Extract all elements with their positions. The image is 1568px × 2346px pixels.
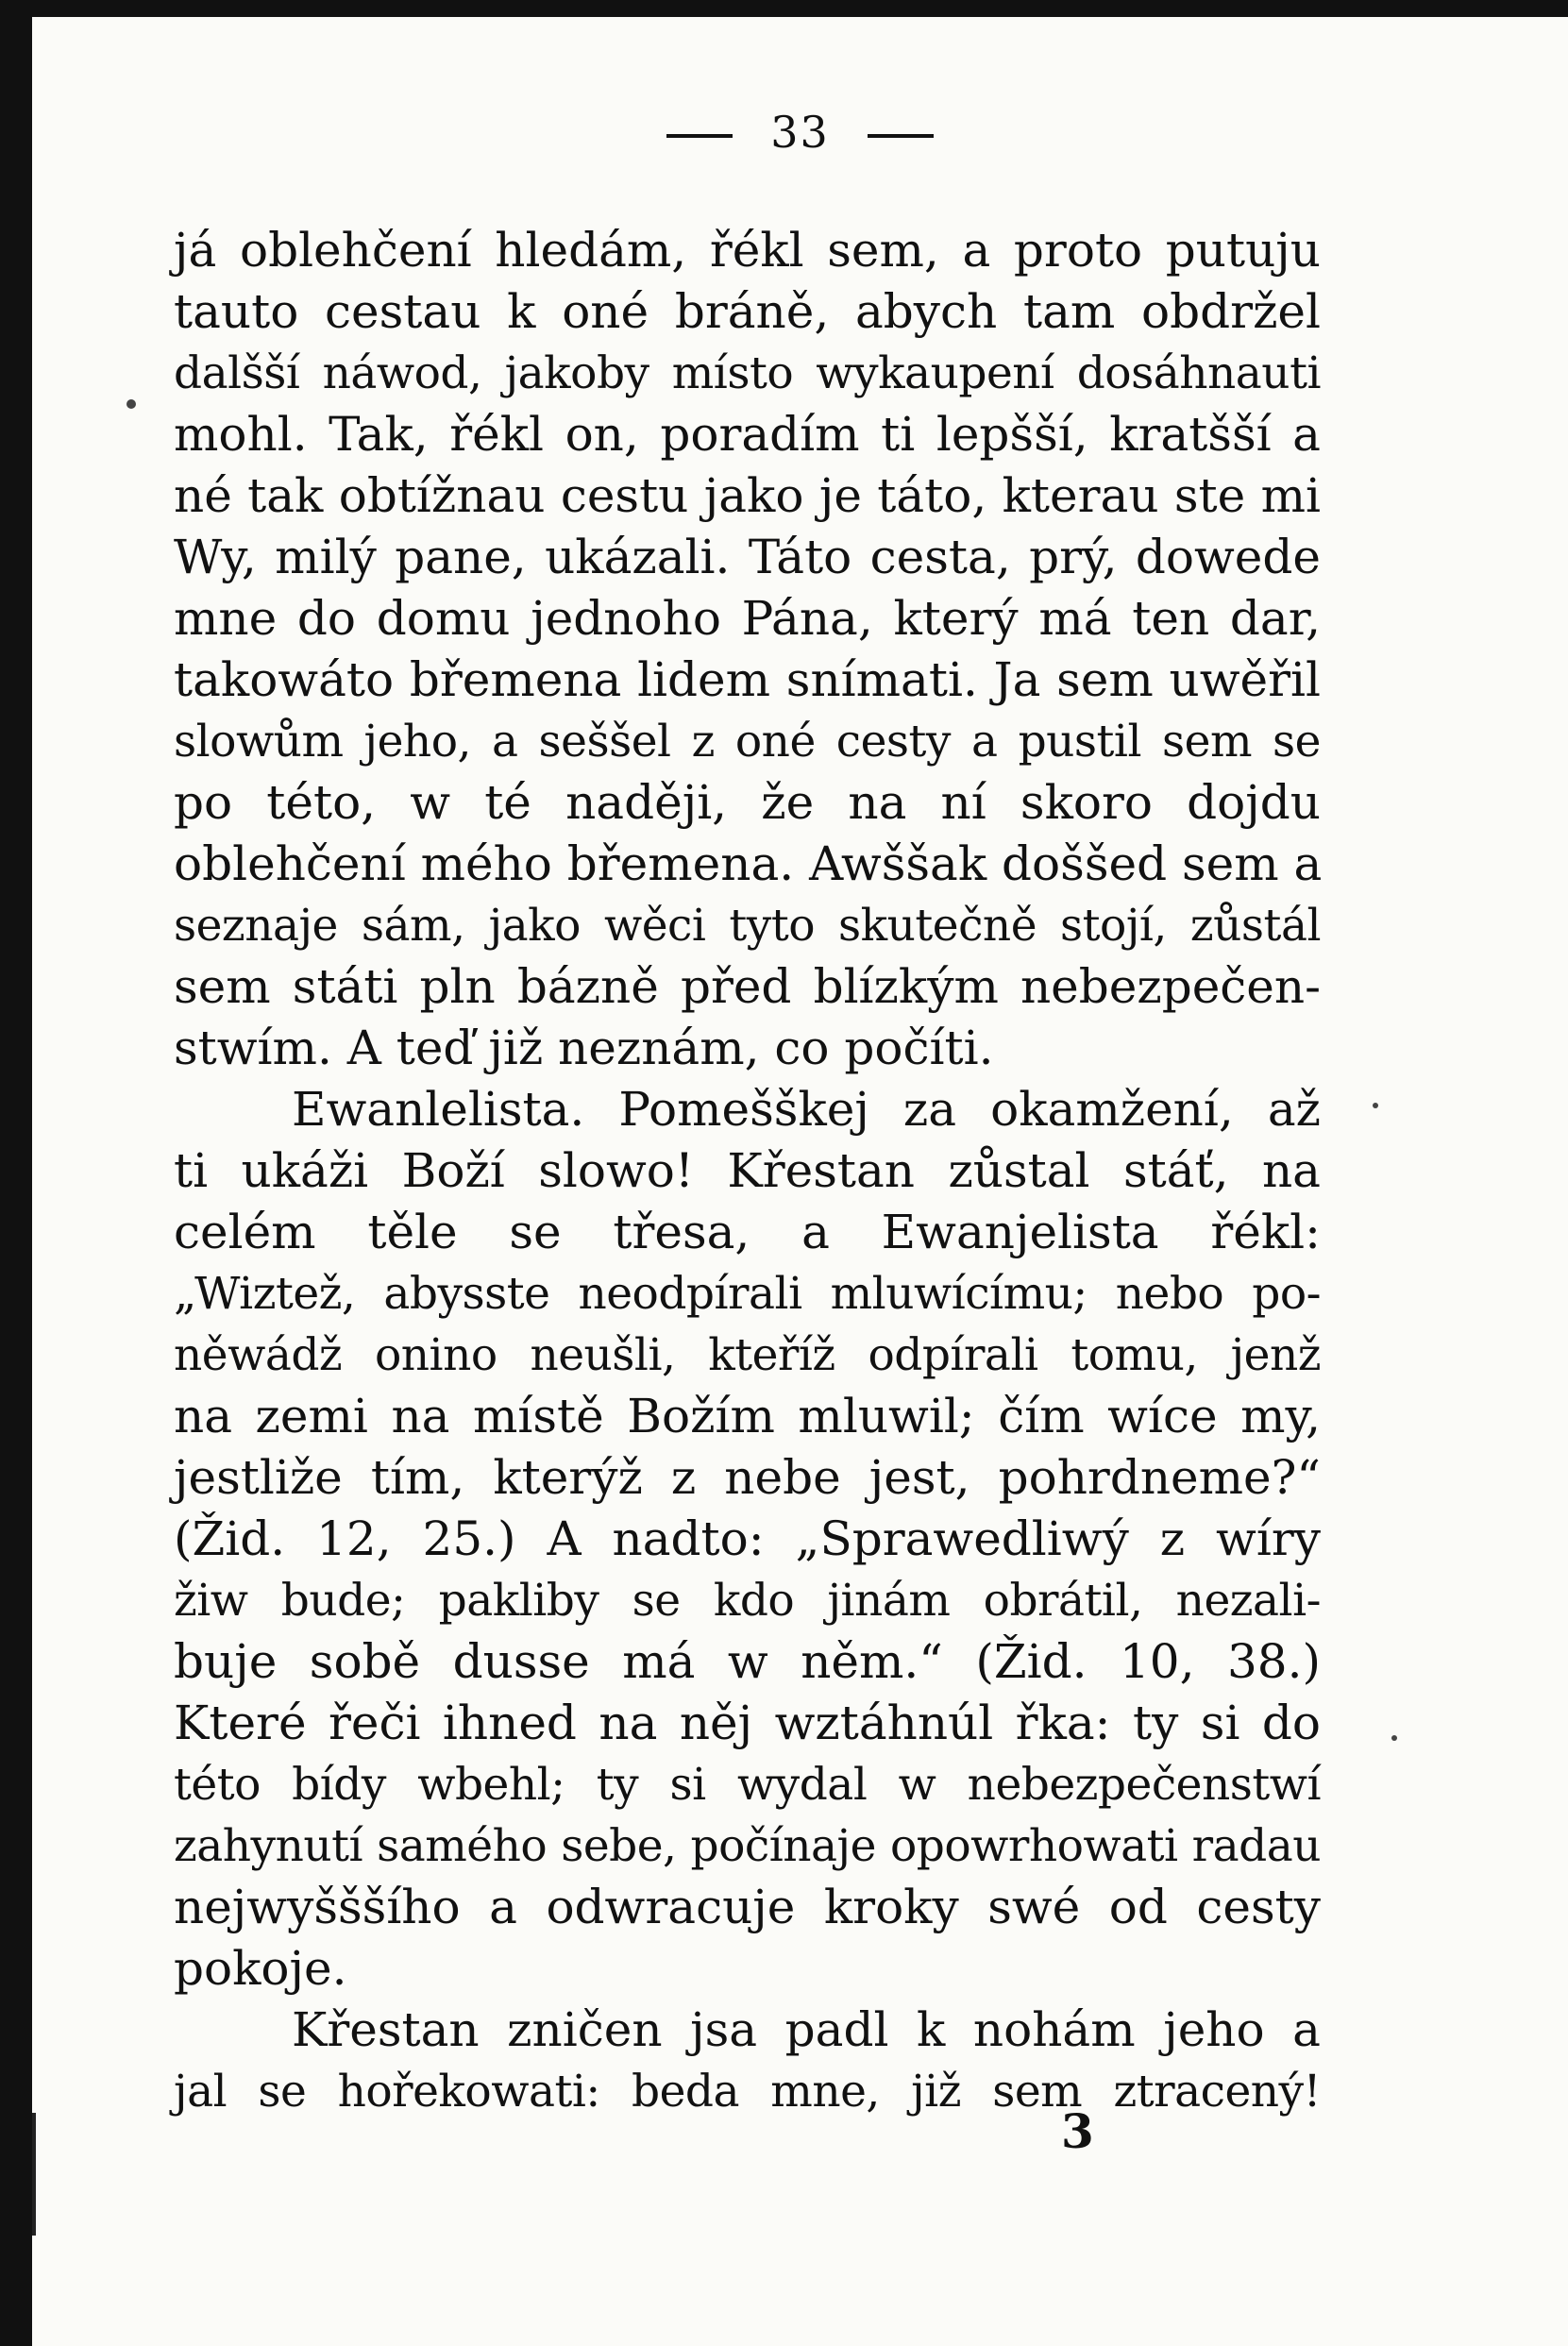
text-line-4: mohl. Tak, řékl on, poradím ti lepšší, kratšší a: [174, 407, 1321, 462]
text-line-8: takowáto břemena lidem snímati. Ja sem uwěřil: [174, 652, 1321, 707]
text-line-16: ti ukáži Boží slowo! Křestan zůstal stáť, na: [174, 1143, 1321, 1198]
page-number: 33: [770, 107, 830, 158]
text-line-30: Křestan zničen jsa padl k nohám jeho a: [292, 2002, 1321, 2057]
text-line-10: po této, w té naději, že na ní skoro dojdu: [174, 775, 1321, 830]
body-text: [174, 220, 1321, 2122]
text-line-13: sem státi pln bázně před blízkým nebezpečen-: [174, 959, 1321, 1014]
text-line-15: Ewanlelista. Pomešškej za okamžení, až: [292, 1082, 1321, 1137]
text-line-22: (Žid. 12, 25.) A nadto: „Sprawedliwý z wíry: [174, 1511, 1321, 1566]
book-page: [32, 17, 1568, 2346]
running-head-dash-left: [666, 134, 733, 138]
margin-speck: [126, 399, 136, 409]
text-line-27: zahynutí samého sebe, počínaje opowrhowati radau: [174, 1820, 1321, 1872]
text-line-23: žiw bude; pakliby se kdo jinám obrátil, nezali-: [174, 1575, 1321, 1627]
text-line-11: oblehčení mého břemena. Awššak doššed sem a: [174, 836, 1323, 891]
text-line-25: Které řeči ihned na něj wztáhnúl řka: ty si do: [174, 1696, 1321, 1750]
text-line-19: něwádž onino neušli, kteříž odpírali tomu, jenž: [174, 1329, 1321, 1381]
running-head: [32, 107, 1568, 158]
text-line-6: Wy, milý pane, ukázali. Táto cesta, prý, dowede: [174, 530, 1321, 584]
text-line-1: já oblehčení hledám, řékl sem, a proto putuju: [174, 223, 1321, 278]
text-line-29: pokoje.: [174, 1941, 347, 1996]
margin-speck: [1391, 1735, 1397, 1741]
signature-mark: 3: [1061, 2103, 1094, 2159]
text-line-2: tauto cestau k oné bráně, abych tam obdržel: [174, 284, 1321, 339]
margin-scan-artifact: [32, 2113, 36, 2236]
text-line-3: dalšší náwod, jakoby místo wykaupení dosáhnauti: [174, 347, 1321, 399]
text-line-17: celém těle se třesa, a Ewanjelista řékl:: [174, 1205, 1321, 1259]
text-line-31: jal se hořekowati: beda mne, již sem ztracený!: [174, 2066, 1321, 2118]
text-line-9: slowům jeho, a seššel z oné cesty a pustil sem se: [174, 716, 1321, 768]
text-line-24: buje sobě dusse má w něm.“ (Žid. 10, 38.): [174, 1634, 1321, 1689]
scan-border-top: [0, 0, 1568, 17]
text-line-21: jestliže tím, kterýž z nebe jest, pohrdneme?“: [174, 1450, 1321, 1505]
running-head-dash-right: [868, 134, 934, 138]
text-line-26: této bídy wbehl; ty si wydal w nebezpečenstwí: [174, 1759, 1321, 1811]
text-line-7: mne do domu jednoho Pána, který má ten dar,: [174, 591, 1321, 646]
text-line-5: né tak obtížnau cestu jako je táto, kterau ste mi: [174, 468, 1321, 523]
text-line-20: na zemi na místě Božím mluwil; čím wíce my,: [174, 1389, 1321, 1443]
text-line-12: seznaje sám, jako wěci tyto skutečně stojí, zůstál: [174, 900, 1321, 952]
text-line-28: nejwyšššího a odwracuje kroky swé od cesty: [174, 1880, 1321, 1934]
text-line-18: „Wiztež, abysste neodpírali mluwícímu; nebo po-: [174, 1268, 1321, 1320]
scan-border-left: [0, 0, 32, 2346]
text-line-14: stwím. A teď již neznám, co počíti.: [174, 1021, 994, 1075]
margin-speck: [1373, 1103, 1378, 1108]
